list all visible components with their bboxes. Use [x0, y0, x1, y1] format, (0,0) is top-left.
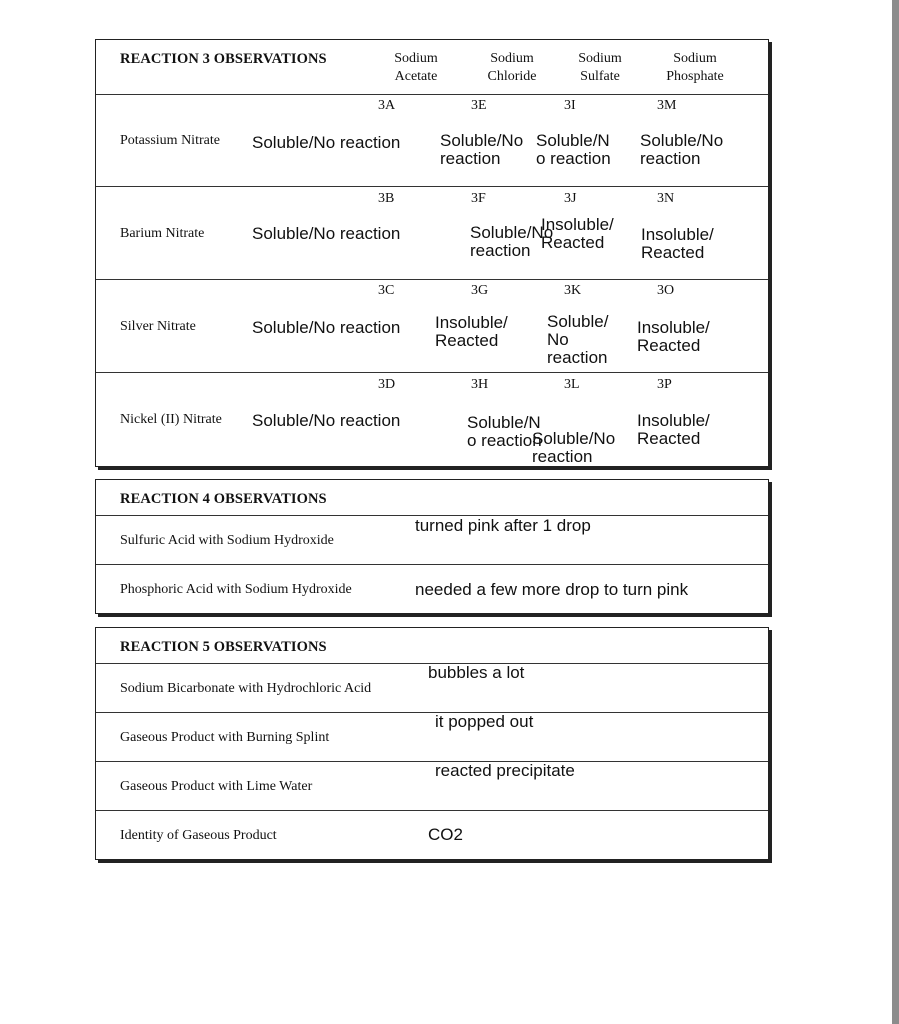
cell-code: 3O: [657, 283, 675, 298]
reaction5-table: [95, 627, 769, 860]
answer-cell[interactable]: Insoluble/ Reacted: [435, 313, 508, 350]
row-label: Silver Nitrate: [120, 319, 196, 334]
answer-cell[interactable]: Soluble/No reaction: [252, 224, 401, 243]
cell-code: 3P: [657, 377, 672, 392]
row-label: Identity of Gaseous Product: [120, 828, 277, 843]
reaction4-table: [95, 479, 769, 614]
row-divider: [96, 94, 768, 95]
cell-code: 3N: [657, 191, 675, 206]
cell-code: 3E: [471, 98, 487, 113]
row-label: Sodium Bicarbonate with Hydrochloric Acid: [120, 681, 372, 696]
answer-cell[interactable]: Soluble/No reaction: [252, 318, 401, 337]
row-divider: [96, 372, 768, 373]
cell-code: 3A: [378, 98, 396, 113]
row-label: Gaseous Product with Lime Water: [120, 779, 313, 794]
answer-cell[interactable]: Soluble/No reaction: [532, 429, 616, 466]
answer-cell[interactable]: needed a few more drop to turn pink: [415, 580, 689, 599]
cell-code: 3D: [378, 377, 396, 392]
row-label: Gaseous Product with Burning Splint: [120, 730, 330, 745]
cell-code: 3B: [378, 191, 395, 206]
row-divider: [96, 279, 768, 280]
answer-cell[interactable]: Insoluble/ Reacted: [637, 411, 710, 448]
row-label: Sulfuric Acid with Sodium Hydroxide: [120, 533, 334, 548]
reaction3-table: [95, 39, 769, 467]
cell-code: 3J: [564, 191, 577, 206]
answer-cell[interactable]: Insoluble/ Reacted: [641, 225, 714, 262]
answer-cell[interactable]: bubbles a lot: [428, 663, 525, 682]
row-divider: [96, 761, 768, 762]
col-header-sodium-phosphate: Sodium Phosphate: [666, 51, 724, 84]
answer-cell[interactable]: Soluble/N o reaction: [467, 413, 542, 450]
cell-code: 3C: [378, 283, 395, 298]
row-label: Phosphoric Acid with Sodium Hydroxide: [120, 582, 352, 597]
col-header-sodium-sulfate: Sodium Sulfate: [578, 51, 622, 84]
cell-code: 3G: [471, 283, 489, 298]
row-label: Nickel (II) Nitrate: [120, 412, 222, 427]
row-divider: [96, 712, 768, 713]
row-label: Barium Nitrate: [120, 226, 205, 241]
cell-code: 3K: [564, 283, 582, 298]
reaction4-title: REACTION 4 OBSERVATIONS: [120, 491, 327, 507]
answer-cell[interactable]: it popped out: [435, 712, 534, 731]
row-divider: [96, 564, 768, 565]
row-label: Potassium Nitrate: [120, 133, 220, 148]
col-header-sodium-chloride: Sodium Chloride: [487, 51, 537, 84]
answer-cell[interactable]: Soluble/No reaction: [640, 131, 724, 168]
answer-cell[interactable]: CO2: [428, 825, 463, 844]
answer-cell[interactable]: turned pink after 1 drop: [415, 516, 591, 535]
answer-cell[interactable]: Soluble/N o reaction: [536, 131, 611, 168]
answer-cell[interactable]: Soluble/No reaction: [470, 223, 554, 260]
cell-code: 3I: [564, 98, 576, 113]
reaction5-title: REACTION 5 OBSERVATIONS: [120, 639, 327, 655]
cell-code: 3M: [657, 98, 677, 113]
page-scrollbar[interactable]: [892, 0, 899, 1024]
answer-cell[interactable]: reacted precipitate: [435, 761, 575, 780]
cell-code: 3L: [564, 377, 580, 392]
cell-code: 3F: [471, 191, 486, 206]
row-divider: [96, 186, 768, 187]
row-divider: [96, 810, 768, 811]
cell-code: 3H: [471, 377, 489, 392]
answer-cell[interactable]: Insoluble/ Reacted: [541, 215, 614, 252]
answer-cell[interactable]: Soluble/No reaction: [440, 131, 524, 168]
answer-cell[interactable]: Soluble/ No reaction: [547, 312, 609, 367]
answer-cell[interactable]: Soluble/No reaction: [252, 411, 401, 430]
answer-cell[interactable]: Insoluble/ Reacted: [637, 318, 710, 355]
reaction3-title: REACTION 3 OBSERVATIONS: [120, 51, 327, 67]
answer-cell[interactable]: Soluble/No reaction: [252, 133, 401, 152]
col-header-sodium-acetate: Sodium Acetate: [394, 51, 438, 84]
